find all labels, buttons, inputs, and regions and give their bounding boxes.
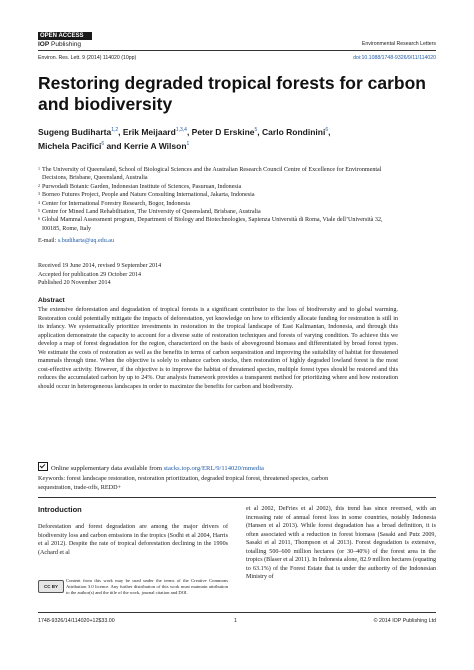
affiliations <box>38 166 394 233</box>
affiliation: 4 Center for International Forestry Research, Bogor, Indonesia <box>38 199 190 207</box>
journal-name: Environmental Research Letters <box>361 41 436 47</box>
author: Kerrie A Wilson$^1$ <box>123 140 190 151</box>
intro-column-right: et al 2002, DeFries et al 2002), this trend has since reversed, with an increasing rate of annual forest loss in some countries, notably Indonesia (Hansen et al 2013). While forest degradation has a broad definition, it is often associated with a reduction in forest biomass (Sasaki and Putz 2009, Sasaki et al 2011, Thompson et al 2013). Forest degradation is extensive, totalling 500–600 million hectares (or 30–40%) of the forest area in the tropics (Blaser et al 2011). In Indonesia alone, 82.9 million hectares (equating to 63.1%) of the Forest Estate that is under the authority of the Indonesian Ministry of <box>246 506 436 581</box>
header-divider <box>38 50 436 51</box>
cc-license-icon: CC BY <box>38 580 64 593</box>
publication-dates <box>38 262 161 288</box>
publisher-logo <box>38 41 81 48</box>
received-date: Received 19 June 2014, revised 9 September 2014 <box>38 263 162 269</box>
accepted-date: Accepted for publication 29 October 2014 <box>38 271 142 278</box>
publisher-bold: IOP <box>38 41 50 48</box>
section-divider <box>38 497 436 498</box>
publisher-rest: Publishing <box>49 41 82 48</box>
abstract-text: The extensive deforestation and degradation of tropical forests is a significant contributor to the loss of biodiversity and to global warming. Restoration could potentially mitigate the impacts of deforestation, yet knowledge on how to efficiently allocate funding for restoration is still in its infancy. We systematically prioritize investments in restoration in the tropical landscape of East Kalimantan, Indonesia, and through this application demonstrate the capacity to account for a diverse suite of restoration techniques and forests of varying condition. To achieve this we develop a map of forest degradation for the region, characterized on the basis of aboveground biomass and differentiated by broad forest types. We estimate the costs of restoration as well as the benefits in terms of carbon sequestration and improving the suitability of habitat for threatened mammals through time. When the objective is solely to enhance carbon stocks, then restoration of highly degraded lowland forest is the most cost-effective activity. However, if the objective is to improve the habitat of threatened species, multiple forest types should be restored and this reduces the accumulated carbon by up to 24%. Our analysis framework provides a transparent method for prioritizing where and how restoration should occur in heterogeneous landscapes in order to maximize the benefits for carbon and biodiversity. <box>38 307 398 390</box>
affiliation: 3 Borneo Futures Project, People and Nature Consulting International, Jakarta, Indonesia <box>38 191 255 199</box>
article-title: Restoring degraded tropical forests for carbon and biodiversity <box>38 73 426 114</box>
author: Erik Meijaard$^{1,3,4}$ <box>122 126 187 137</box>
keywords: Keywords: forest landscape restoration, restoration prioritization, degraded tropical forest, threatened species, carbon sequestration, trade-offs, REDD+ <box>38 475 329 491</box>
affiliation: 2 Purwodadi Botanic Garden, Indonesian Institute of Sciences, Pasuruan, Indonesia <box>38 182 242 190</box>
affiliation: 1 The University of Queensland, School of Biological Sciences and the Australian Research Council Centre of Excellence for Environmental Decisions, Brisbane, Queensland, Australia <box>38 166 382 182</box>
citation: Environ. Res. Lett. 9 (2014) 114020 (10pp) <box>38 55 137 61</box>
affiliation: 5 Centre for Mined Land Rehabilitation, The University of Queensland, Brisbane, Australia <box>38 208 261 216</box>
author-list: Sugeng Budiharta$^{1,2}$, Erik Meijaard$^{1,3,4}$, Peter D Erskine$^5$, Carlo Rondinini$^6$, Michela Pacifici$^6$ and Kerrie A Wilson$^1$ <box>38 126 331 151</box>
open-access-badge: OPEN ACCESS <box>38 32 92 40</box>
footer-copyright: © 2014 IOP Publishing Ltd <box>373 618 436 624</box>
footer-divider <box>38 612 436 613</box>
author: Peter D Erskine$^5$ <box>191 126 258 137</box>
license-text: Content from this work may be used under the terms of the Creative Commons Attribution 3.0 licence. Any further distribution of this work must maintain attribution to the author(s) and the title of the work, journal citation and DOI. <box>66 578 228 596</box>
supplementary-data: Online supplementary data available from stacks.iop.org/ERL/9/114020/mmedia <box>38 462 264 472</box>
page-number: 1 <box>234 618 237 624</box>
affiliation: 6 Global Mammal Assessment program, Department of Biology and Biotechnologies, Sapienza Università di Roma, Viale dell’Università 32, I00185, Rome, Italy <box>38 216 383 232</box>
supplementary-icon <box>38 462 48 471</box>
author: Carlo Rondinini$^6$ <box>262 126 329 137</box>
abstract-heading: Abstract <box>38 297 65 304</box>
email-line: E-mail: s.budiharta@uq.edu.au <box>38 238 115 244</box>
author: Sugeng Budiharta$^{1,2}$ <box>38 126 119 137</box>
footer-issn: 1748-9326/14/114020+12$33.00 <box>38 618 115 624</box>
supplementary-link[interactable]: stacks.iop.org/ERL/9/114020/mmedia <box>163 465 264 472</box>
published-date: Published 20 November 2014 <box>38 280 111 287</box>
author: Michela Pacifici$^6$ <box>38 140 105 151</box>
introduction-heading: Introduction <box>38 505 82 514</box>
email-link[interactable]: s.budiharta@uq.edu.au <box>57 238 115 244</box>
doi-link[interactable]: doi:10.1088/1748-9326/9/11/114020 <box>353 55 436 61</box>
intro-column-left: Deforestation and forest degradation are among the major drivers of biodiversity loss and carbon emissions in the tropics (Sodhi et al 2004, Harris et al 2012). Despite the rate of tropical deforestation declining in the 1990s (Achard et al <box>38 524 228 556</box>
